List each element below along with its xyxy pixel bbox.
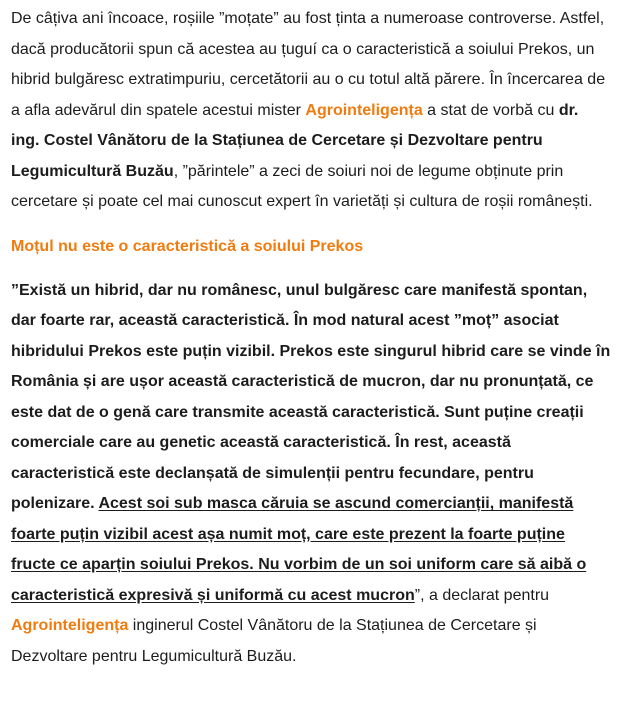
intro-paragraph (11, 4, 611, 218)
intro-text-2: a stat de vorbă cu (422, 101, 559, 119)
brand-link-agrointeligenta[interactable]: Agrointeligența (305, 101, 423, 119)
article-body (11, 4, 611, 672)
intro-text-1: De câțiva ani încoace, roșiile ”moțate” au fost ținta a numeroase controverse. Astfel, dacă producătorii spun că acestea au țuguí ca o caracteristică a soiului Prekos, un hibrid bulgăresc extratimpuriu, cercetătorii au o cu totul altă părere. În încercarea de a afla adevărul din spatele acestui mister (11, 10, 606, 119)
quote-paragraph (11, 276, 611, 673)
quote-attribution-text-1: ”, a declarat pentru (414, 586, 550, 604)
quote-bold-text: ”Există un hibrid, dar nu românesc, unul bulgăresc care manifestă spontan, dar foarte rar, această caracteristică. În mod natural acest ”moț” asociat hibridului Prekos este puțin vizibil. Prekos este singurul hibrid care se vinde în România și are ușor această caracteristică de mucron, dar nu pronunțată, ce este dat de o genă care transmite această caracteristică. Sunt puține creații comerciale care au genetic această caracteristică. În rest, această caracteristică este declanșată de simulenții pentru fecundare, pentru polenizare. (11, 281, 611, 512)
quote-underlined-text: Acest soi sub masca căruia se ascund comercianții, manifestă foarte puțin vizibil acest așa numit moț, care este prezent la foarte puține fructe ce aparțin soiului Prekos. Nu vorbim de un soi uniform care să aibă o caracteristică expresivă și uniformă cu acest mucron (11, 495, 587, 604)
brand-link-agrointeligenta-2[interactable]: Agrointeligența (11, 617, 129, 634)
quote-attribution-text-2: inginerul Costel Vânătoru de la Stațiunea de Cercetare și Dezvoltare pentru Legumicultură Buzău. (11, 617, 537, 665)
intro-text-3: , ”părintele” a zeci de soiuri noi de legume obținute prin cercetare și poate cel mai cunoscut expert în varietăți și cultura de roșii românești. (11, 162, 593, 210)
section-heading: Moțul nu este o caracteristică a soiului Prekos (11, 237, 364, 255)
person-name: dr. ing. Costel Vânătoru de la Stațiunea de Cercetare și Dezvoltare pentru Legumicultură Buzău (11, 101, 579, 180)
